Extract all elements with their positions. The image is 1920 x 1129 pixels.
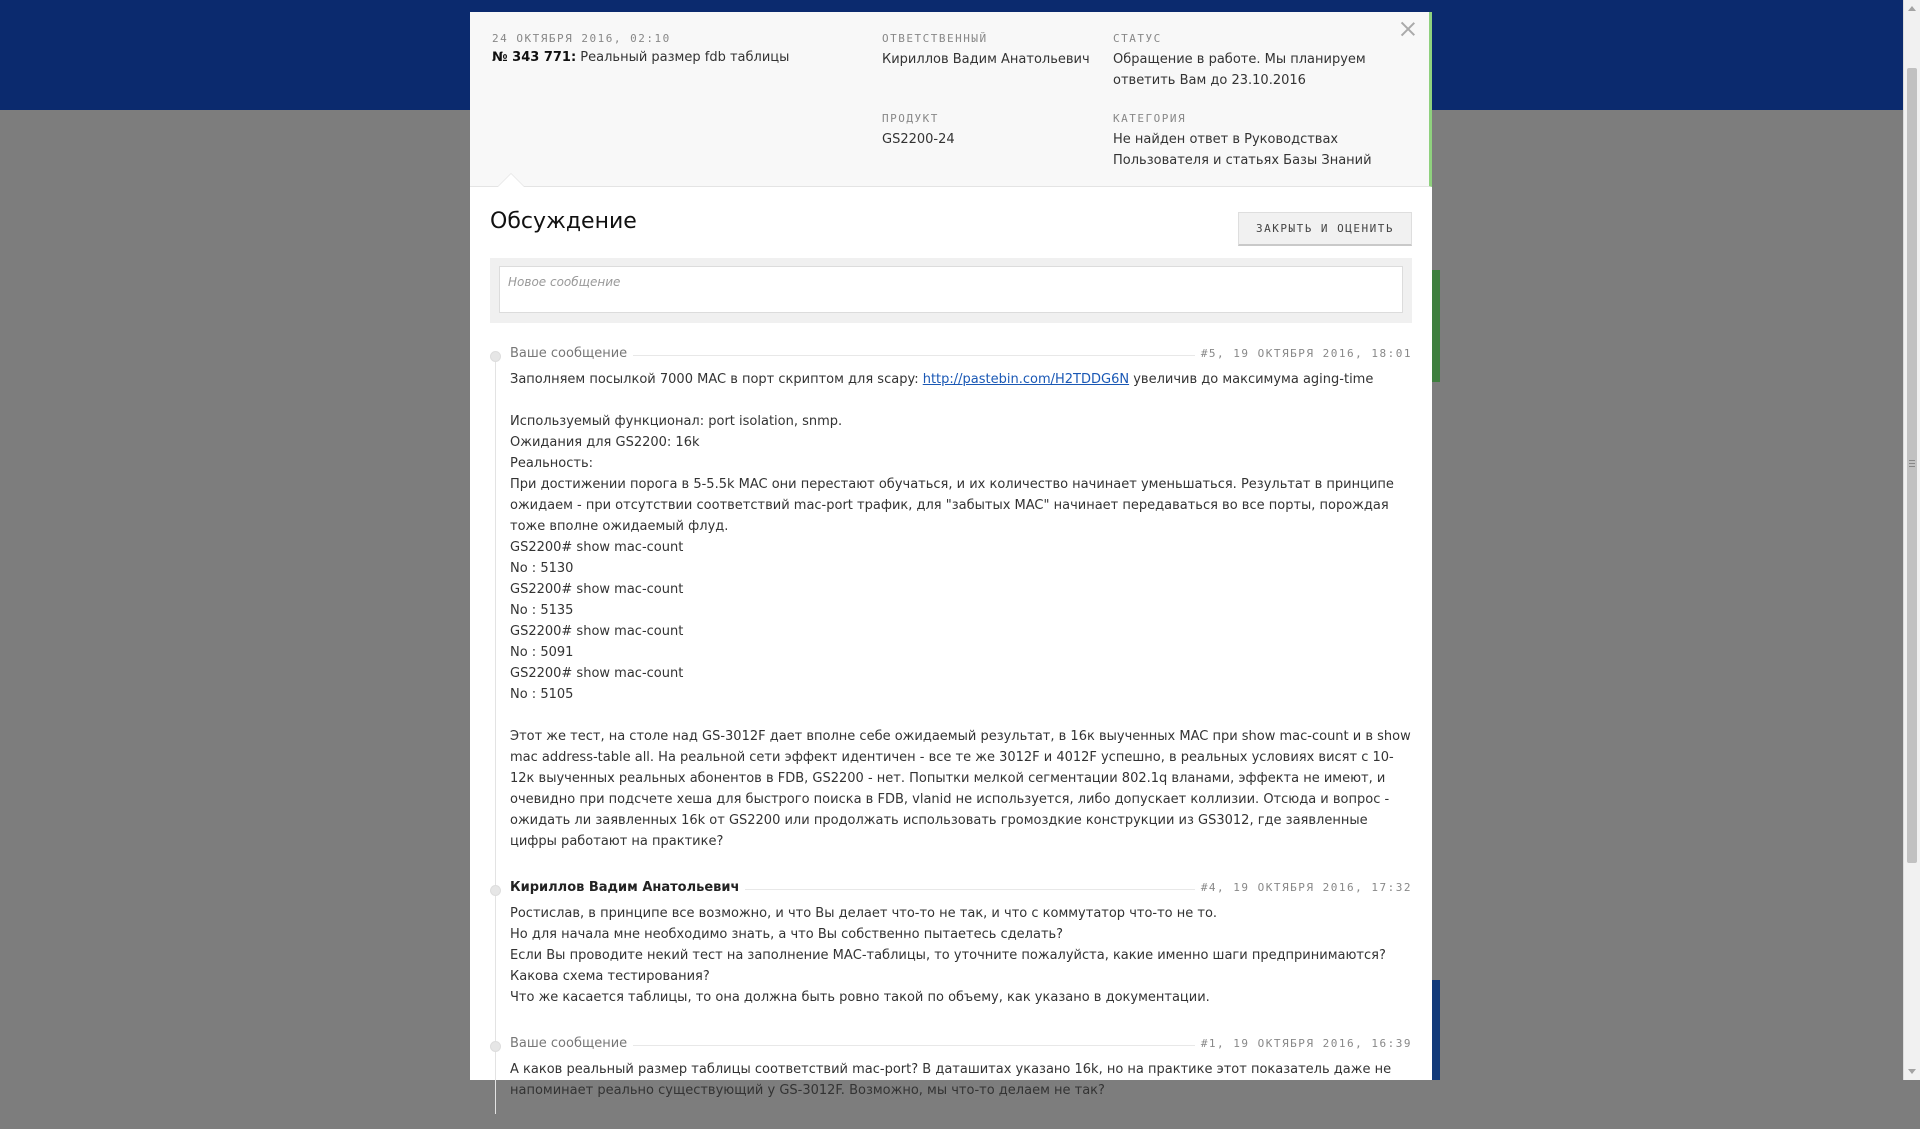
message-line — [510, 369, 1412, 390]
message-meta: #5, 19 ОКТЯБРЯ 2016, 18:01 — [1195, 347, 1412, 360]
discussion-bar — [470, 187, 1432, 245]
message-line: GS2200# show mac-count — [510, 582, 684, 597]
message-line: Используемый функционал: port isolation, snmp. — [510, 414, 843, 429]
header-notch — [497, 173, 525, 187]
responsible-block — [882, 32, 1102, 70]
background-accent-strip-blue — [1432, 980, 1440, 1080]
message-dot-icon — [490, 885, 501, 896]
scrollbar-grip-icon — [1909, 460, 1915, 467]
responsible-label: ОТВЕТСТВЕННЫЙ — [882, 32, 988, 45]
ticket-number: № 343 771: — [492, 50, 577, 65]
message-line: Что же касается таблицы, то она должна быть ровно такой по объему, как указано в документации. — [510, 990, 1210, 1005]
message-author: Кириллов Вадим Анатольевич — [510, 880, 745, 895]
message-line: Если Вы проводите некий тест на заполнение МАС-таблицы, то уточните пожалуйста, какие именно шаги предпринимаются? — [510, 948, 1386, 963]
message-line: Реальность: — [510, 456, 593, 471]
message-line: Этот же тест, на столе над GS-3012F дает вполне себе ожидаемый результат, в 16к выученных MAC при show mac-count и в show mac address-table all. На реальной сети эффект идентичен - все те же 3012F и 4012F успешно, в реальных условиях висят с 10-12к выученных реальных абонентов в FDB, GS2200 - нет. Попытки мелкой сегментации 802.1q вланами, эффекта не имеют, и очевидно при подсчете хеша для быстрого поиска в FDB, vlanid не используется, либо допускает коллизии. Отсюда и вопрос - ожидать ли заявленных 16k от GS2200 или продолжать использовать громоздкие конструкции из GS3012, где заявленные цифры работают на практике? — [510, 729, 1411, 849]
product-block — [882, 112, 1102, 150]
message-line: No : 5135 — [510, 603, 574, 618]
ticket-header — [470, 12, 1432, 187]
message-dot-icon — [490, 351, 501, 362]
message-meta: #4, 19 ОКТЯБРЯ 2016, 17:32 — [1195, 881, 1412, 894]
new-message-input[interactable] — [499, 266, 1403, 313]
message-text: Заполняем посылкой 7000 MAC в порт скриптом для scapy: — [510, 372, 923, 387]
message-line: GS2200# show mac-count — [510, 540, 684, 555]
message-line: No : 5105 — [510, 687, 574, 702]
message-dot-icon — [490, 1041, 501, 1052]
message-author: Ваше сообщение — [510, 1036, 633, 1051]
close-and-rate-button[interactable]: ЗАКРЫТЬ И ОЦЕНИТЬ — [1238, 212, 1412, 246]
message-line: Но для начала мне необходимо знать, а что Вы собственно пытаетесь сделать? — [510, 927, 1064, 942]
discussion-title: Обсуждение — [490, 209, 637, 234]
message-body — [510, 369, 1412, 852]
message-line: Ожидания для GS2200: 16k — [510, 435, 700, 450]
scroll-up-icon[interactable] — [1908, 6, 1916, 11]
responsible-value: Кириллов Вадим Анатольевич — [882, 52, 1090, 67]
product-value: GS2200-24 — [882, 132, 955, 147]
message-author: Ваше сообщение — [510, 346, 633, 361]
background-accent-strip — [1432, 270, 1440, 382]
message-item — [490, 346, 1412, 852]
status-block — [1113, 32, 1413, 91]
message-line: GS2200# show mac-count — [510, 624, 684, 639]
message-line: При достижении порога в 5-5.5k MAC они перестают обучаться, и их количество начинает уменьшаться. Результат в принципе ожидаем - при отсутствии соответствий mac-port трафик, для "забытых MAC" начинает передаваться во все порты, порождая тоже вполне ожидаемый флуд. — [510, 477, 1394, 534]
message-item — [490, 880, 1412, 1008]
ticket-subject: Реальный размер fdb таблицы — [576, 50, 790, 65]
message-text: увеличив до максимума aging-time — [1129, 372, 1374, 387]
message-line: No : 5130 — [510, 561, 574, 576]
message-thread — [490, 346, 1412, 1129]
message-line: А каков реальный размер таблицы соответствий mac-port? В даташитах указано 16k, но на практике этот показатель даже не напоминает реально существующий у GS-3012F. Возможно, мы что-то делаем не так? — [510, 1062, 1392, 1098]
compose-area — [490, 258, 1412, 323]
message-meta: #1, 19 ОКТЯБРЯ 2016, 16:39 — [1195, 1037, 1412, 1050]
message-header — [510, 880, 1412, 900]
ticket-date: 24 ОКТЯБРЯ 2016, 02:10 — [492, 32, 671, 45]
category-label: КАТЕГОРИЯ — [1113, 112, 1187, 125]
message-body — [510, 903, 1412, 1008]
message-line: GS2200# show mac-count — [510, 666, 684, 681]
message-body — [510, 1059, 1412, 1101]
pastebin-link[interactable]: http://pastebin.com/H2TDDG6N — [922, 372, 1130, 387]
status-label: СТАТУС — [1113, 32, 1162, 45]
message-line — [510, 705, 1412, 726]
page-scrollbar[interactable] — [1903, 0, 1920, 1080]
message-item — [490, 1036, 1412, 1101]
scroll-down-icon[interactable] — [1908, 1069, 1916, 1074]
message-header — [510, 346, 1412, 366]
status-value: Обращение в работе. Мы планируем ответить Вам до 23.10.2016 — [1113, 52, 1366, 88]
message-header — [510, 1036, 1412, 1056]
message-line: Какова схема тестирования? — [510, 969, 710, 984]
message-line — [510, 390, 1412, 411]
ticket-modal — [470, 12, 1432, 1098]
category-block — [1113, 112, 1413, 171]
category-value: Не найден ответ в Руководствах Пользователя и статьях Базы Знаний — [1113, 132, 1372, 168]
message-line: Ростислав, в принципе все возможно, и что Вы делает что-то не так, и что с коммутатор что-то не то. — [510, 906, 1218, 921]
ticket-title — [492, 50, 789, 65]
message-line: No : 5091 — [510, 645, 574, 660]
product-label: ПРОДУКТ — [882, 112, 939, 125]
